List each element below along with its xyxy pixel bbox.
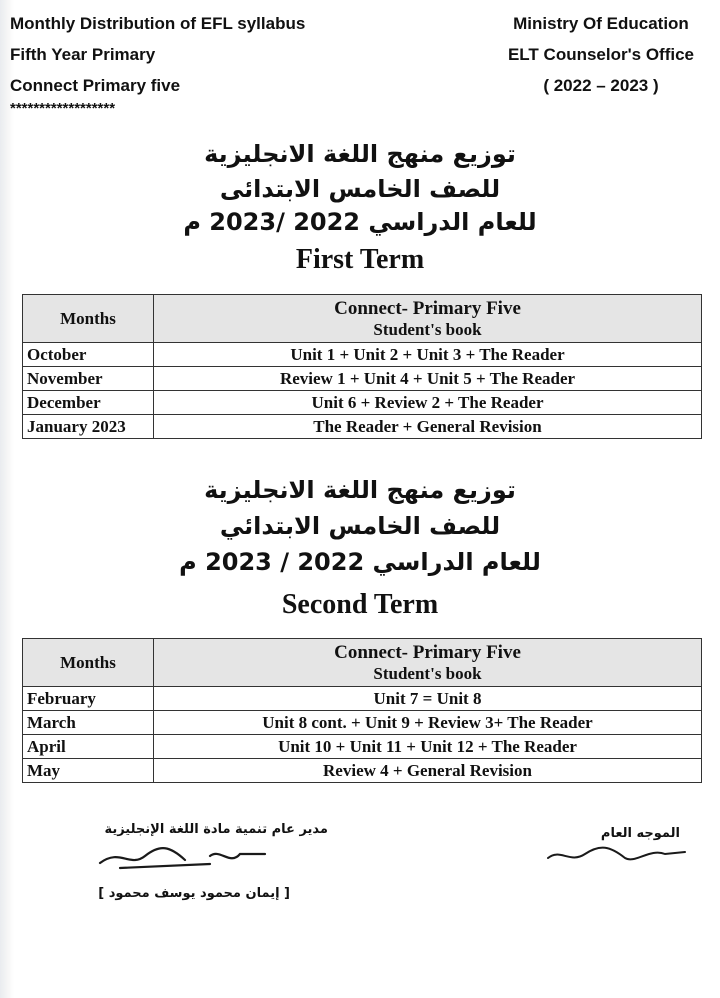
month-cell: January 2023 [23,415,154,439]
table-row [23,367,702,391]
month-cell: May [23,759,154,783]
first-term-table [22,294,702,439]
months-header: Months [23,639,154,687]
first-term-arabic-title: توزيع منهج اللغة الانجليزية [204,140,516,168]
left-signatory-name: [ إيمان محمود يوسف محمود ] [98,886,290,901]
content-cell: The Reader + General Revision [154,415,702,439]
year-label: Fifth Year Primary [10,45,156,64]
left-signature-icon [90,838,280,878]
content-cell: Unit 10 + Unit 11 + Unit 12 + The Reader [154,735,702,759]
right-signature-icon [540,840,690,870]
header-left [10,8,305,119]
content-cell: Review 1 + Unit 4 + Unit 5 + The Reader [154,367,702,391]
table-row [23,343,702,367]
table-row [23,687,702,711]
header-right [508,8,694,101]
month-cell: March [23,711,154,735]
second-term-table [22,638,702,783]
month-cell: April [23,735,154,759]
content-cell: Unit 1 + Unit 2 + Unit 3 + The Reader [154,343,702,367]
book-subtitle: Student's book [373,319,482,339]
content-cell: Unit 8 cont. + Unit 9 + Review 3+ The Reader [154,711,702,735]
table-row [23,735,702,759]
table-header-row [23,295,702,343]
course-label: Connect Primary five [10,76,181,95]
syllabus-title: Monthly Distribution of EFL syllabus [10,14,306,33]
table-row [23,415,702,439]
months-header: Months [23,295,154,343]
book-header [154,639,702,687]
month-cell: October [23,343,154,367]
month-cell: December [23,391,154,415]
month-cell: November [23,367,154,391]
second-term-arabic-grade: للصف الخامس الابتدائي [219,512,501,540]
first-term-arabic-year: للعام الدراسي 2022 /2023 م [183,208,537,236]
table-header-row [23,639,702,687]
book-header [154,295,702,343]
book-subtitle: Student's book [373,663,482,683]
content-cell: Unit 6 + Review 2 + The Reader [154,391,702,415]
left-signatory-title: مدير عام تنمية مادة اللغة الإنجليزية [104,822,328,837]
ministry-label: Ministry Of Education [513,14,689,33]
office-label: ELT Counselor's Office [507,45,694,64]
content-cell: Unit 7 = Unit 8 [154,687,702,711]
book-title: Connect- Primary Five [334,297,521,319]
second-term-arabic-year: للعام الدراسي 2022 / 2023 م [179,548,541,576]
month-cell: February [23,687,154,711]
table-row [23,391,702,415]
star-divider: ****************** [10,100,116,117]
academic-year: ( 2022 – 2023 ) [543,76,659,95]
book-title: Connect- Primary Five [334,641,521,663]
right-signatory-title: الموجه العام [600,826,680,841]
table-row [23,759,702,783]
content-cell: Review 4 + General Revision [154,759,702,783]
first-term-title: First Term [295,244,425,275]
table-row [23,711,702,735]
second-term-title: Second Term [281,589,439,620]
first-term-arabic-grade: للصف الخامس الابتدائى [219,175,501,203]
second-term-arabic-title: توزيع منهج اللغة الانجليزية [204,476,516,504]
